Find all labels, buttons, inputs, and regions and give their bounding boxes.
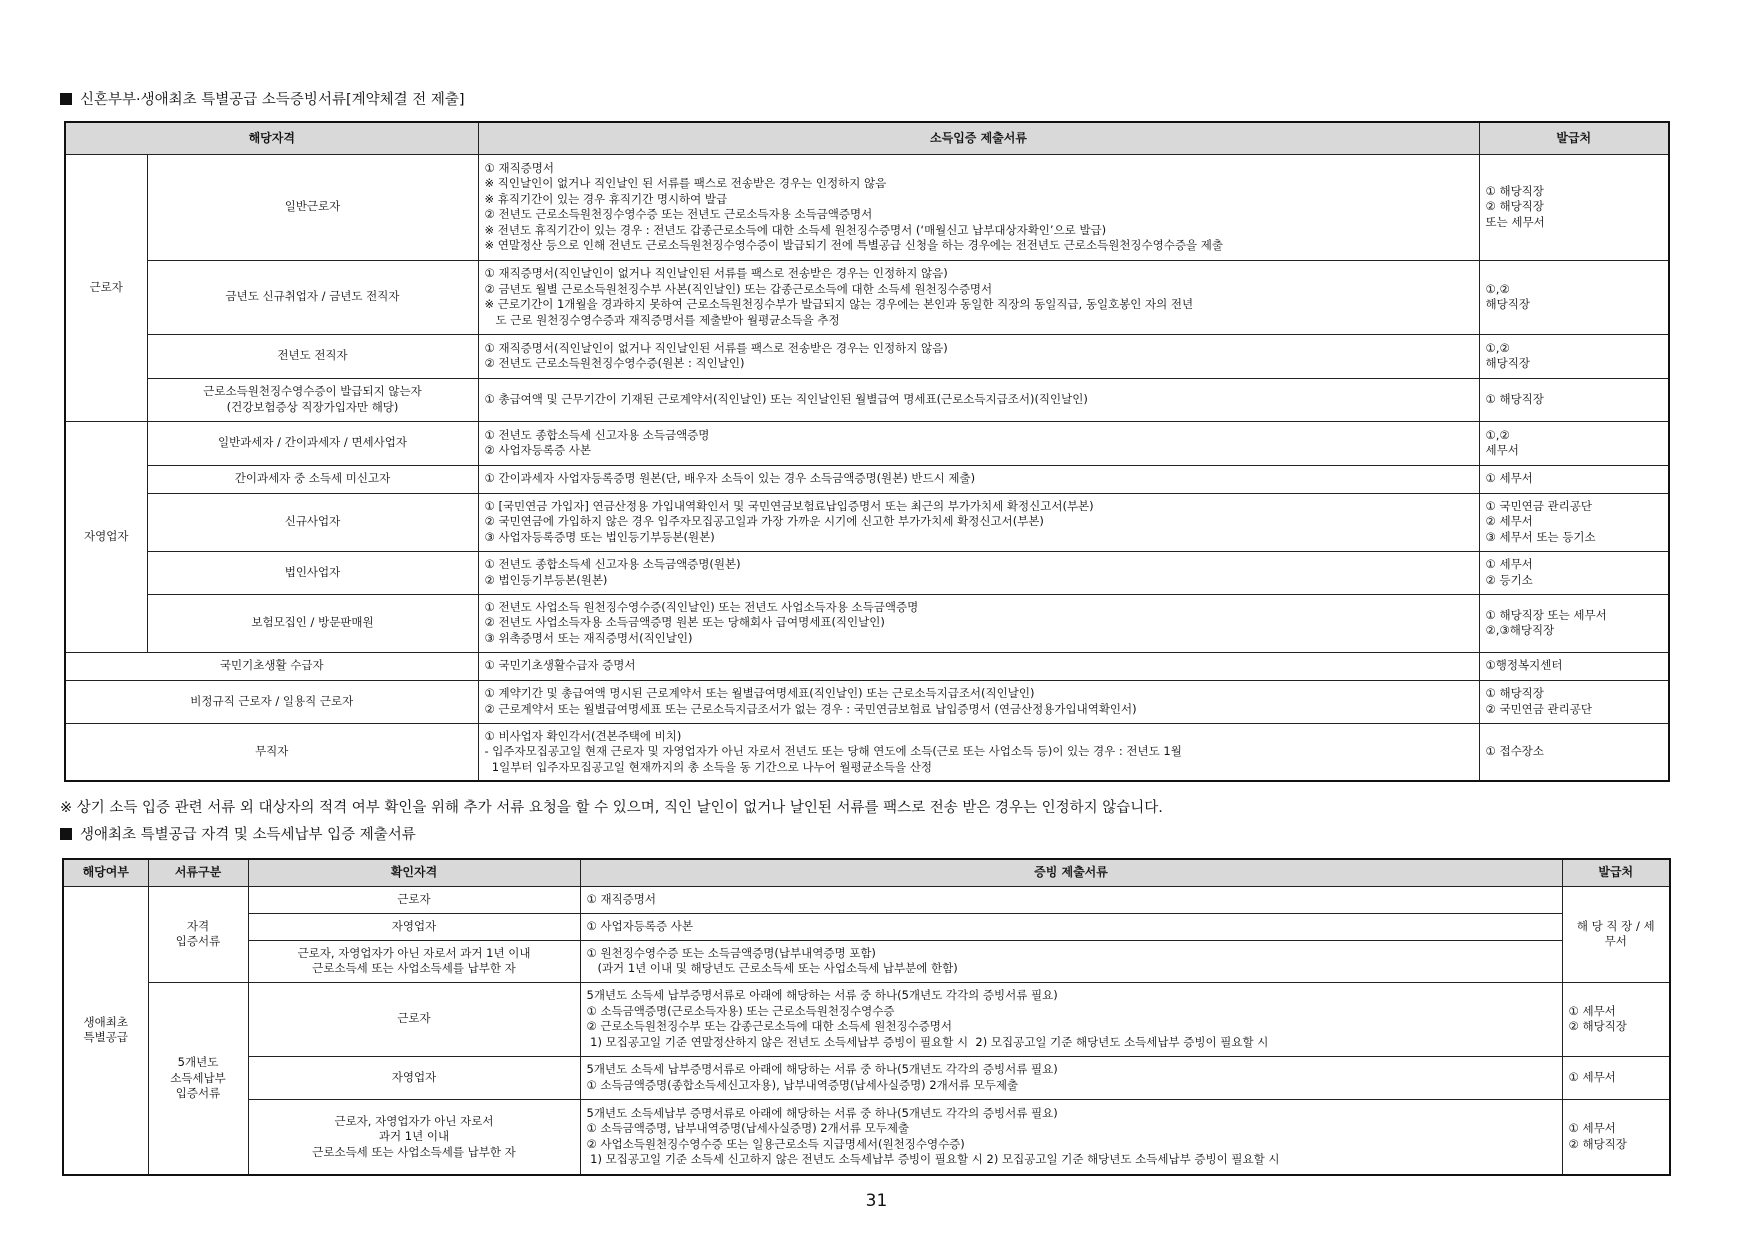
header-issuer: 발급처 bbox=[1479, 122, 1669, 154]
table-row bbox=[65, 378, 1669, 421]
documents-cell: ① 국민기초생활수급자 증명서 bbox=[478, 652, 1479, 680]
documents-cell: ① 사업자등록증 사본 bbox=[580, 913, 1562, 940]
header-documents: 증빙 제출서류 bbox=[580, 859, 1562, 886]
table-row bbox=[63, 913, 1670, 940]
issuer-cell: ① 세무서 bbox=[1479, 465, 1669, 493]
issuer-cell: 해 당 직 장 / 세 무서 bbox=[1562, 886, 1670, 982]
issuer-cell: ①,② 해당직장 bbox=[1479, 334, 1669, 378]
documents-cell: ① 비사업자 확인각서(견본주택에 비치) - 입주자모집공고일 현재 근로자 및 자영업자가 아닌 자로서 전년도 또는 당해 연도에 소득(근로 또는 사업소득 등)이 있는 경우 : 전년도 1월 1일부터 입주자모집공고일 현재까지의 총 소득을 동 기간으로 나누어 월평균소득을 산정 bbox=[478, 723, 1479, 781]
section2-title: 생애최초 특별공급 자격 및 소득세납부 입증 제출서류 bbox=[60, 823, 416, 844]
qualification-cell: 근로자, 자영업자가 아닌 자로서 과거 1년 이내 근로소득세 또는 사업소득세를 납부한 자 bbox=[248, 1099, 580, 1175]
header-doc-type: 서류구분 bbox=[148, 859, 248, 886]
issuer-cell: ① 해당직장 bbox=[1479, 378, 1669, 421]
group-worker: 근로자 bbox=[65, 154, 147, 421]
table-row bbox=[65, 421, 1669, 465]
doc-type-cell: 5개년도 소득세납부 입증서류 bbox=[148, 982, 248, 1175]
table-row bbox=[65, 465, 1669, 493]
issuer-cell: ① 해당직장 또는 세무서 ②,③해당직장 bbox=[1479, 594, 1669, 652]
documents-cell: 5개년도 소득세 납부증명서류로 아래에 해당하는 서류 중 하나(5개년도 각각의 증빙서류 필요) ① 소득금액증명(근로소득자용) 또는 근로소득원천징수영수증 ② 근로소득원천징수부 또는 갑종근로소득에 대한 소득세 원천징수증명서 1) 모집공고일 기준 연말정산하지 않은 전년도 소득세납부 증빙이 필요할 시 2) 모집공고일 기준 해당년도 소득세납부 증빙이 필요할 시 bbox=[580, 982, 1562, 1056]
documents-cell: ① 전년도 사업소득 원천징수영수증(직인날인) 또는 전년도 사업소득자용 소득금액증명 ② 전년도 사업소득자용 소득금액증명 원본 또는 당해회사 급여명세표(직인날인) ③ 위촉증명서 또는 재직증명서(직인날인) bbox=[478, 594, 1479, 652]
issuer-cell: ① 해당직장 ② 국민연금 관리공단 bbox=[1479, 680, 1669, 723]
documents-cell: ① 재직증명서(직인날인이 없거나 직인날인된 서류를 팩스로 전송받은 경우는 인정하지 않음) ② 전년도 근로소득원천징수영수증(원본 : 직인날인) bbox=[478, 334, 1479, 378]
documents-cell: 5개년도 소득세납부 증명서류로 아래에 해당하는 서류 중 하나(5개년도 각각의 증빙서류 필요) ① 소득금액증명, 납부내역증명(납세사실증명) 2개서류 모두제출 ② 사업소득원천징수영수증 또는 일용근로소득 지급명세서(원천징수영수증) 1) 모집공고일 기준 소득세 신고하지 않은 전년도 소득세납부 증빙이 필요할 시 2) 모집공고일 기준 해당년도 소득세납부 증빙이 필요할 시 bbox=[580, 1099, 1562, 1175]
group-self-employed: 자영업자 bbox=[65, 421, 147, 652]
square-bullet-icon bbox=[60, 93, 72, 105]
documents-cell: ① 간이과세자 사업자등록증명 원본(단, 배우자 소득이 있는 경우 소득금액증명(원본) 반드시 제출) bbox=[478, 465, 1479, 493]
header-applicable: 해당여부 bbox=[63, 859, 148, 886]
table-row bbox=[63, 940, 1670, 982]
qualification-cell: 비정규직 근로자 / 일용직 근로자 bbox=[65, 680, 478, 723]
doc-type-cell: 자격 입증서류 bbox=[148, 886, 248, 982]
documents-cell: ① 재직증명서 ※ 직인날인이 없거나 직인날인 된 서류를 팩스로 전송받은 경우는 인정하지 않음 ※ 휴직기간이 있는 경우 휴직기간 명시하여 발급 ② 전년도 근로소득원천징수영수증 또는 전년도 근로소득자용 소득금액증명서 ※ 전년도 휴직기간이 있는 경우 : 전년도 갑종근로소득에 대한 소득세 원천징수증명서 (‘매월신고 납부대상자확인’으로 발급) ※ 연말정산 등으로 인해 전년도 근로소득원천징수영수증이 발급되기 전에 특별공급 신청을 하는 경우에는 전전년도 근로소득원천징수영수증을 제출 bbox=[478, 154, 1479, 260]
table-row bbox=[65, 493, 1669, 551]
header-issuer: 발급처 bbox=[1562, 859, 1670, 886]
table-row bbox=[65, 594, 1669, 652]
qualification-cell: 일반과세자 / 간이과세자 / 면세사업자 bbox=[147, 421, 478, 465]
qualification-cell: 자영업자 bbox=[248, 913, 580, 940]
table-row bbox=[65, 334, 1669, 378]
documents-cell: ① 전년도 종합소득세 신고자용 소득금액증명(원본) ② 법인등기부등본(원본) bbox=[478, 551, 1479, 594]
issuer-cell: ① 세무서 bbox=[1562, 1056, 1670, 1099]
header-qualification: 확인자격 bbox=[248, 859, 580, 886]
qualification-cell: 법인사업자 bbox=[147, 551, 478, 594]
issuer-cell: ① 세무서 ② 해당직장 bbox=[1562, 1099, 1670, 1175]
table-row bbox=[65, 154, 1669, 260]
qualification-cell: 간이과세자 중 소득세 미신고자 bbox=[147, 465, 478, 493]
qualification-cell: 무직자 bbox=[65, 723, 478, 781]
documents-cell: ① 전년도 종합소득세 신고자용 소득금액증명 ② 사업자등록증 사본 bbox=[478, 421, 1479, 465]
table-row bbox=[63, 982, 1670, 1056]
issuer-cell: ① 국민연금 관리공단 ② 세무서 ③ 세무서 또는 등기소 bbox=[1479, 493, 1669, 551]
qualification-cell: 근로소득원천징수영수증이 발급되지 않는자 (건강보험증상 직장가입자만 해당) bbox=[147, 378, 478, 421]
section1-title: 신혼부부·생애최초 특별공급 소득증빙서류[계약체결 전 제출] bbox=[60, 88, 465, 109]
table-row bbox=[65, 260, 1669, 334]
disclaimer-note: ※ 상기 소득 입증 관련 서류 외 대상자의 적격 여부 확인을 위해 추가 서류 요청을 할 수 있으며, 직인 날인이 없거나 날인된 서류를 팩스로 전송 받은 경우는 인정하지 않습니다. bbox=[60, 800, 1163, 816]
issuer-cell: ① 세무서 ② 등기소 bbox=[1479, 551, 1669, 594]
qualification-cell: 금년도 신규취업자 / 금년도 전직자 bbox=[147, 260, 478, 334]
square-bullet-icon bbox=[60, 828, 72, 840]
documents-cell: 5개년도 소득세 납부증명서류로 아래에 해당하는 서류 중 하나(5개년도 각각의 증빙서류 필요) ① 소득금액증명(종합소득세신고자용), 납부내역증명(납세사실증명) 2개서류 모두제출 bbox=[580, 1056, 1562, 1099]
qualification-cell: 자영업자 bbox=[248, 1056, 580, 1099]
documents-cell: ① 재직증명서(직인날인이 없거나 직인날인된 서류를 팩스로 전송받은 경우는 인정하지 않음) ② 금년도 월별 근로소득원천징수부 사본(직인날인) 또는 갑종근로소득에 대한 소득세 원천징수증명서 ※ 근로기간이 1개월을 경과하지 못하여 근로소득원천징수부가 발급되지 않는 경우에는 본인과 동일한 직장의 동일직급, 동일호봉인 자의 전년 도 근로 원천징수영수증과 재직증명서를 제출받아 월평균소득을 추정 bbox=[478, 260, 1479, 334]
first-time-buyer-table bbox=[62, 858, 1671, 1176]
qualification-cell: 근로자 bbox=[248, 982, 580, 1056]
table-row bbox=[65, 723, 1669, 781]
income-proof-table bbox=[64, 121, 1670, 782]
issuer-cell: ①,② 해당직장 bbox=[1479, 260, 1669, 334]
table-row bbox=[63, 886, 1670, 913]
table-row bbox=[65, 551, 1669, 594]
issuer-cell: ① 세무서 ② 해당직장 bbox=[1562, 982, 1670, 1056]
table-row bbox=[63, 1099, 1670, 1175]
documents-cell: ① 원천징수영수증 또는 소득금액증명(납부내역증명 포함) (과거 1년 이내 및 해당년도 근로소득세 또는 사업소득세 납부분에 한함) bbox=[580, 940, 1562, 982]
qualification-cell: 신규사업자 bbox=[147, 493, 478, 551]
issuer-cell: ① 접수장소 bbox=[1479, 723, 1669, 781]
documents-cell: ① 총급여액 및 근무기간이 기재된 근로계약서(직인날인) 또는 직인날인된 월별급여 명세표(근로소득지급조서)(직인날인) bbox=[478, 378, 1479, 421]
qualification-cell: 근로자, 자영업자가 아닌 자로서 과거 1년 이내 근로소득세 또는 사업소득세를 납부한 자 bbox=[248, 940, 580, 982]
documents-cell: ① 계약기간 및 총급여액 명시된 근로계약서 또는 월별급여명세표(직인날인) 또는 근로소득지급조서(직인날인) ② 근로계약서 또는 월별급여명세표 또는 근로소득지급조서가 없는 경우 : 국민연금보험료 납입증명서 (연금산정용가입내역확인서) bbox=[478, 680, 1479, 723]
applicable-cell: 생애최초 특별공급 bbox=[63, 886, 148, 1175]
qualification-cell: 보험모집인 / 방문판매원 bbox=[147, 594, 478, 652]
qualification-cell: 근로자 bbox=[248, 886, 580, 913]
table-row bbox=[65, 680, 1669, 723]
qualification-cell: 국민기초생활 수급자 bbox=[65, 652, 478, 680]
documents-cell: ① 재직증명서 bbox=[580, 886, 1562, 913]
issuer-cell: ① 해당직장 ② 해당직장 또는 세무서 bbox=[1479, 154, 1669, 260]
issuer-cell: ①,② 세무서 bbox=[1479, 421, 1669, 465]
header-documents: 소득입증 제출서류 bbox=[478, 122, 1479, 154]
qualification-cell: 전년도 전직자 bbox=[147, 334, 478, 378]
page-number: 31 bbox=[865, 1191, 888, 1211]
header-qualification: 해당자격 bbox=[65, 122, 478, 154]
issuer-cell: ①행정복지센터 bbox=[1479, 652, 1669, 680]
qualification-cell: 일반근로자 bbox=[147, 154, 478, 260]
documents-cell: ① [국민연금 가입자] 연금산정용 가입내역확인서 및 국민연금보험료납입증명서 또는 최근의 부가가치세 확정신고서(부본) ② 국민연금에 가입하지 않은 경우 입주자모집공고일과 가장 가까운 시기에 신고한 부가가치세 확정신고서(부본) ③ 사업자등록증명 또는 법인등기부등본(원본) bbox=[478, 493, 1479, 551]
table-row bbox=[65, 652, 1669, 680]
table-row bbox=[63, 1056, 1670, 1099]
